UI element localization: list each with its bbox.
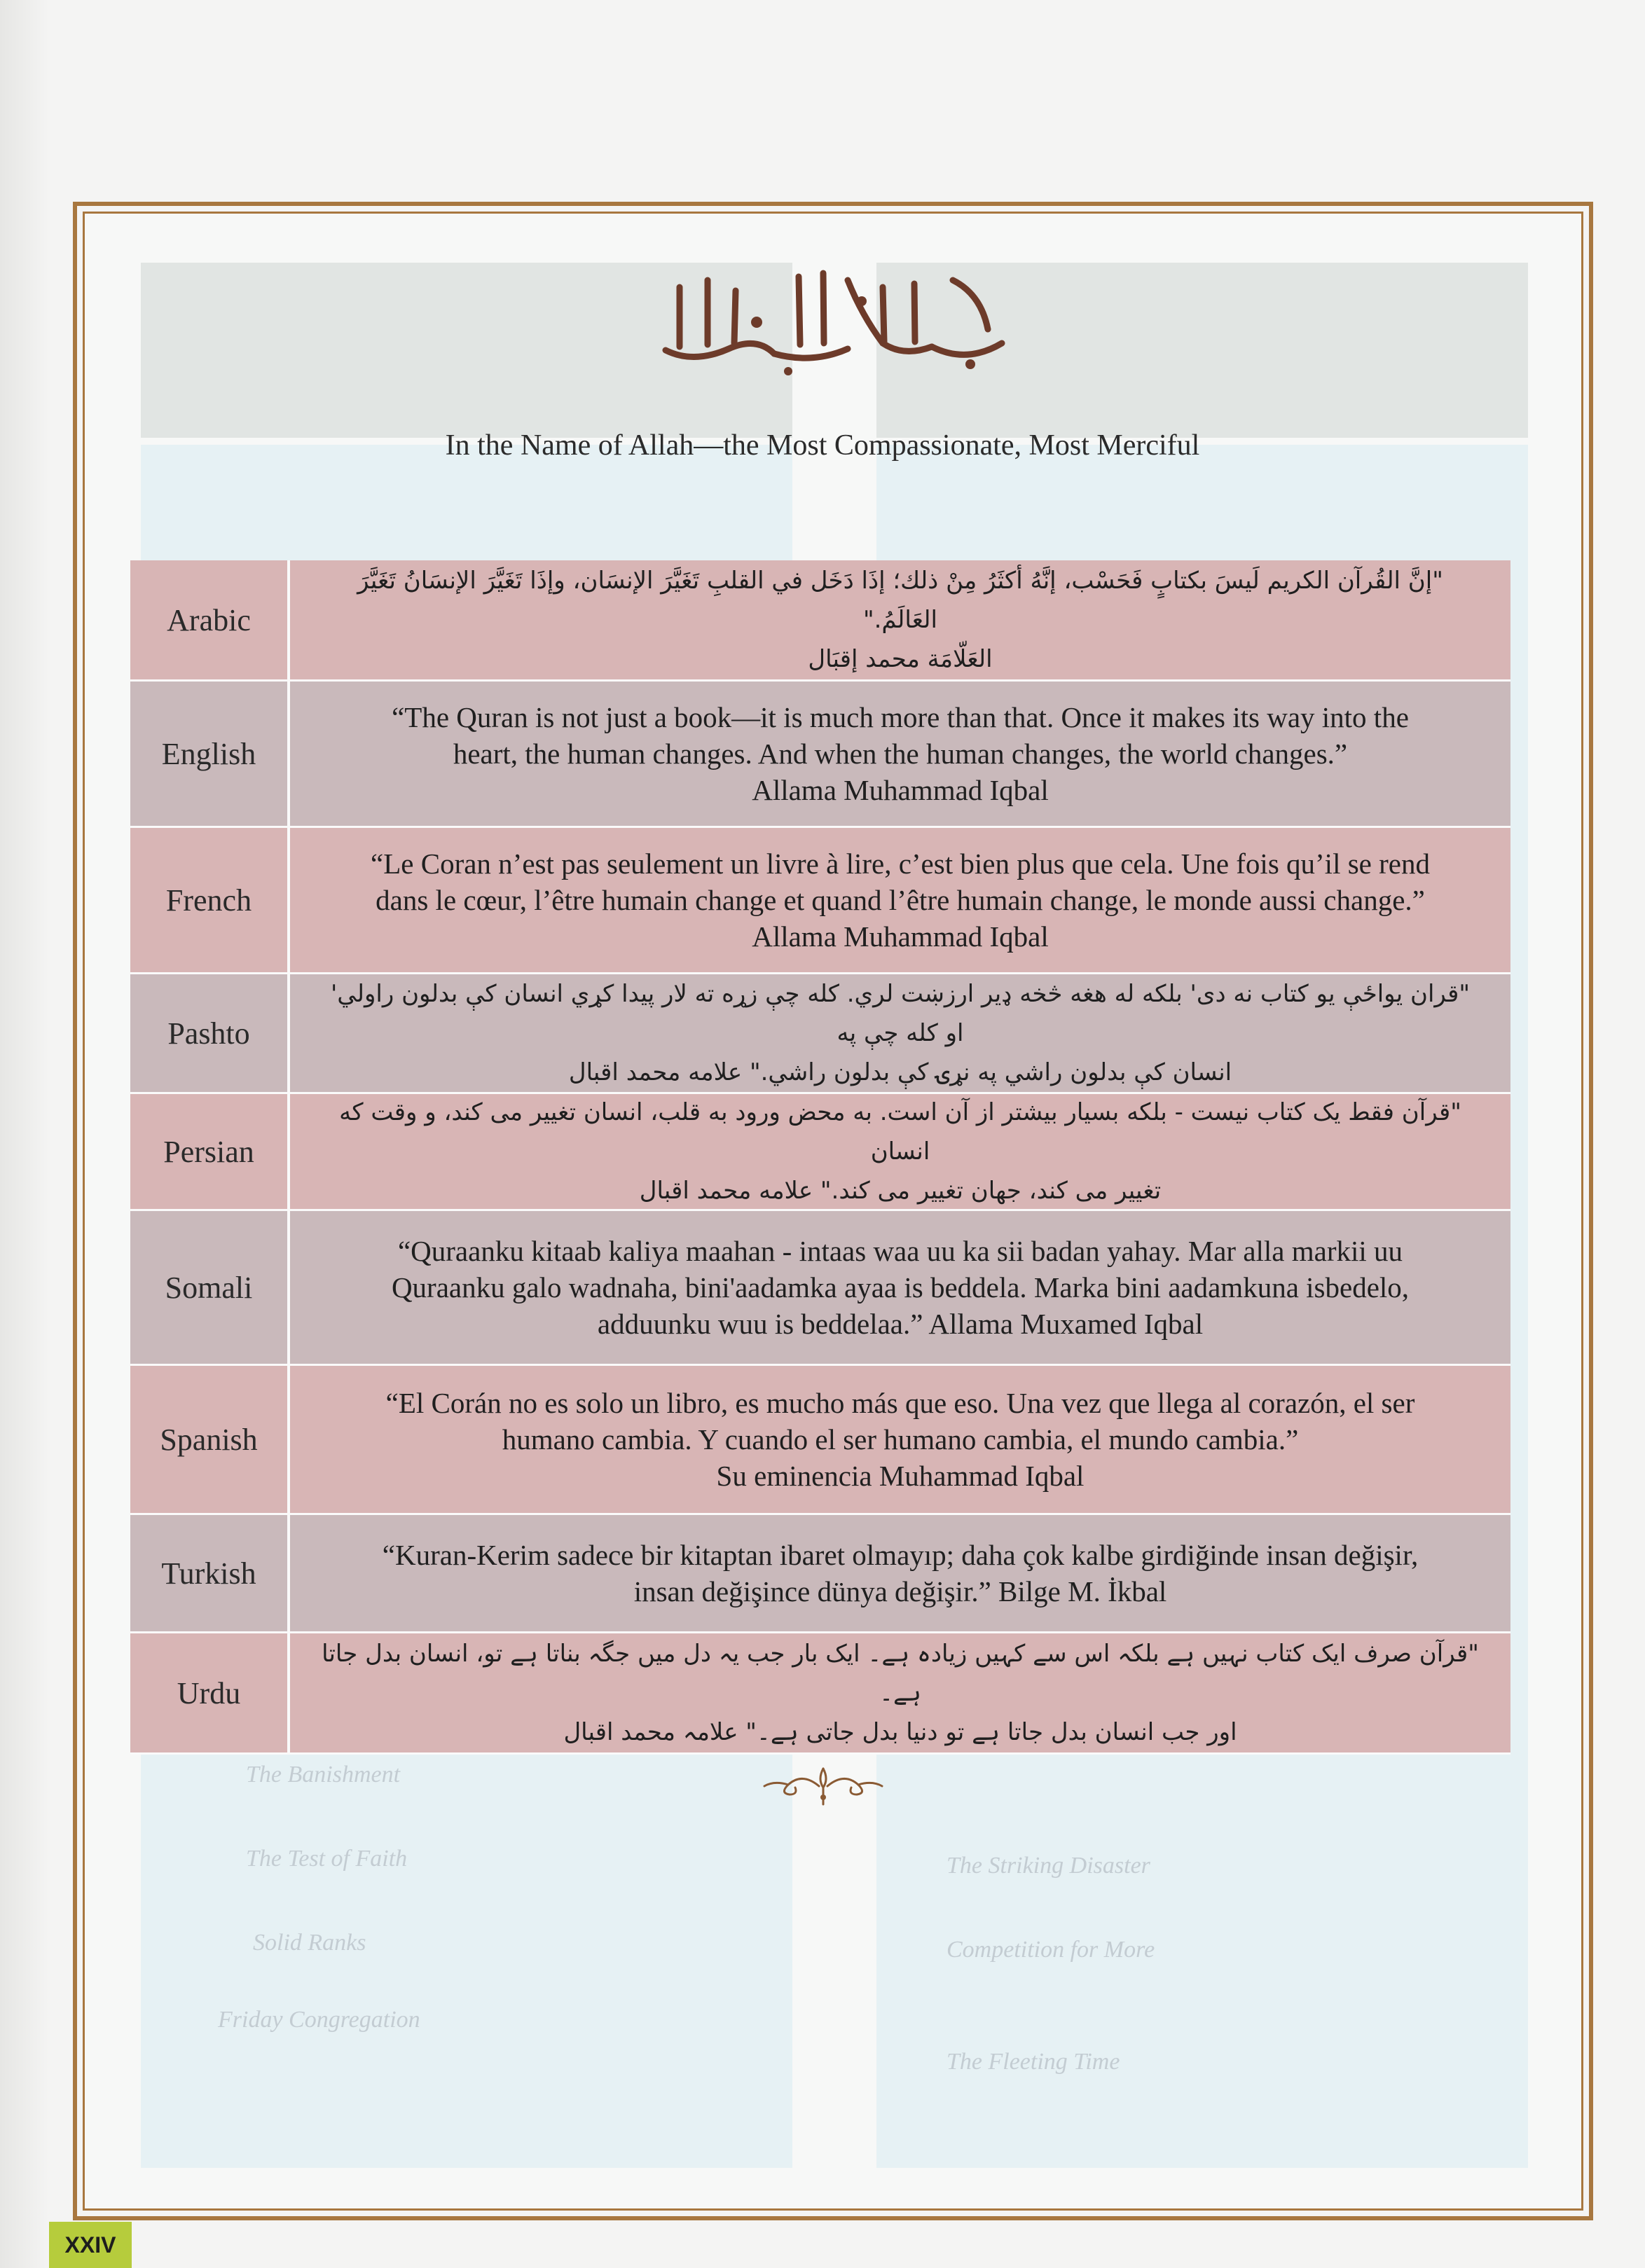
quote-text [290, 1211, 1510, 1364]
quote-line: adduunku wuu is beddelaa.” Allama Muxamed Iqbal [597, 1308, 1204, 1341]
quote-attribution: Su eminencia Muhammad Iqbal [716, 1460, 1085, 1493]
quote-text [290, 1366, 1510, 1513]
quote-row-pashto [130, 974, 1510, 1094]
language-label: Turkish [130, 1515, 290, 1631]
quote-line: Quraanku galo wadnaha, bini'aadamka ayaa is beddela. Marka bini aadamkuna isbedelo, [391, 1271, 1410, 1304]
quote-line: “Le Coran n’est pas seulement un livre à lire, c’est bien plus que cela. Une fois qu’il se rend [371, 847, 1430, 880]
quote-line: “El Corán no es solo un libro, es mucho más que eso. Una vez que llega al corazón, el ser [385, 1386, 1415, 1419]
quotes-table [130, 560, 1510, 1755]
quote-line: “The Quran is not just a book—it is much more than that. Once it makes its way into the [392, 700, 1409, 733]
quote-line: “Kuran-Kerim sadece bir kitaptan ibaret olmayıp; daha çok kalbe girdiğinde insan değişir, [382, 1538, 1419, 1571]
quote-line: “Quraanku kitaab kaliya maahan - intaas waa uu ka sii badan yahay. Mar alla markii uu [397, 1234, 1403, 1267]
quote-attribution: العَلّامَة محمد إقبَال [808, 645, 993, 674]
quote-row-turkish [130, 1515, 1510, 1633]
quote-row-somali [130, 1211, 1510, 1366]
quote-line: اور جب انسان بدل جاتا ہے تو دنیا بدل جاتی ہے۔" علامہ محمد اقبال [563, 1718, 1237, 1747]
quote-line: تغییر می کند، جهان تغییر می کند." علامه محمد اقبال [639, 1177, 1162, 1205]
language-label: Arabic [130, 560, 290, 679]
language-label: Persian [130, 1094, 290, 1209]
quote-line: insan değişince dünya değişir.” Bilge M. İkbal [633, 1575, 1167, 1607]
quote-row-urdu [130, 1633, 1510, 1755]
quote-row-english [130, 682, 1510, 828]
quote-text [290, 828, 1510, 972]
quote-row-spanish [130, 1366, 1510, 1515]
quote-line: "قرآن فقط یک کتاب نیست - بلکه بسیار بیشتر از آن است. به محض ورود به قلب، انسان تغییر می کند، و وقت که انسان [339, 1098, 1461, 1166]
quote-line: heart, the human changes. And when the human changes, the world changes.” [453, 737, 1348, 770]
content-panel: The Banishment The Test of Faith Solid Ranks Friday Congregation The Striking Disaster Competition for More The Fleeting Time [83, 212, 1583, 2211]
language-label: French [130, 828, 290, 972]
language-label: Spanish [130, 1366, 290, 1513]
quote-attribution: Allama Muhammad Iqbal [752, 920, 1049, 953]
quote-text [290, 1094, 1510, 1209]
page-edge [0, 0, 49, 2268]
quote-line: dans le cœur, l’être humain change et quand l’être humain change, le monde aussi change.” [376, 883, 1425, 916]
quote-text [290, 974, 1510, 1092]
quote-line: "قرآن صرف ایک کتاب نہیں ہے بلکہ اس سے کہیں زیادہ ہے۔ ایک بار جب یہ دل میں جگہ بناتا ہے تو، انسان بدل جاتا ہے۔ [322, 1639, 1479, 1707]
quote-row-arabic [130, 560, 1510, 682]
language-label: Urdu [130, 1633, 290, 1752]
quote-row-persian [130, 1094, 1510, 1211]
quote-text [290, 1515, 1510, 1631]
page-number-badge: XXIV [49, 2222, 132, 2268]
language-label: Pashto [130, 974, 290, 1092]
quote-line: "قران يواځې يو کتاب نه دی' بلکه له هغه څخه ډير ارزښت لري. کله چې زړه ته لار پيدا کړي انسان کې بدلون راولي' او کله چې په [330, 979, 1471, 1047]
quote-line: "إنَّ القُرآن الكريم لَيسَ بكتابٍ فَحَسْب، إنَّهُ أكثَرُ مِنْ ذلك؛ إذَا دَخَل في القلبِ تَغَيَّرَ الإنسَان، وإذَا تَغَيَّرَ الإنسَانُ تَغَيَّرَ العَالَمُ." [357, 566, 1443, 634]
quote-line: انسان کې بدلون راشي په نړۍ کې بدلون راشي." علامه محمد اقبال [568, 1058, 1232, 1087]
quote-line: humano cambia. Y cuando el ser humano cambia, el mundo cambia.” [502, 1423, 1299, 1455]
quote-text [290, 1633, 1510, 1752]
bismillah-calligraphy-icon [652, 259, 1016, 378]
language-label: Somali [130, 1211, 290, 1364]
page-subtitle: In the Name of Allah—the Most Compassionate, Most Merciful [445, 429, 1200, 462]
quote-row-french [130, 828, 1510, 974]
quote-text [290, 560, 1510, 679]
quote-text [290, 682, 1510, 826]
ornamental-flourish-icon [760, 1765, 886, 1807]
quote-attribution: Allama Muhammad Iqbal [752, 774, 1049, 807]
language-label: English [130, 682, 290, 826]
